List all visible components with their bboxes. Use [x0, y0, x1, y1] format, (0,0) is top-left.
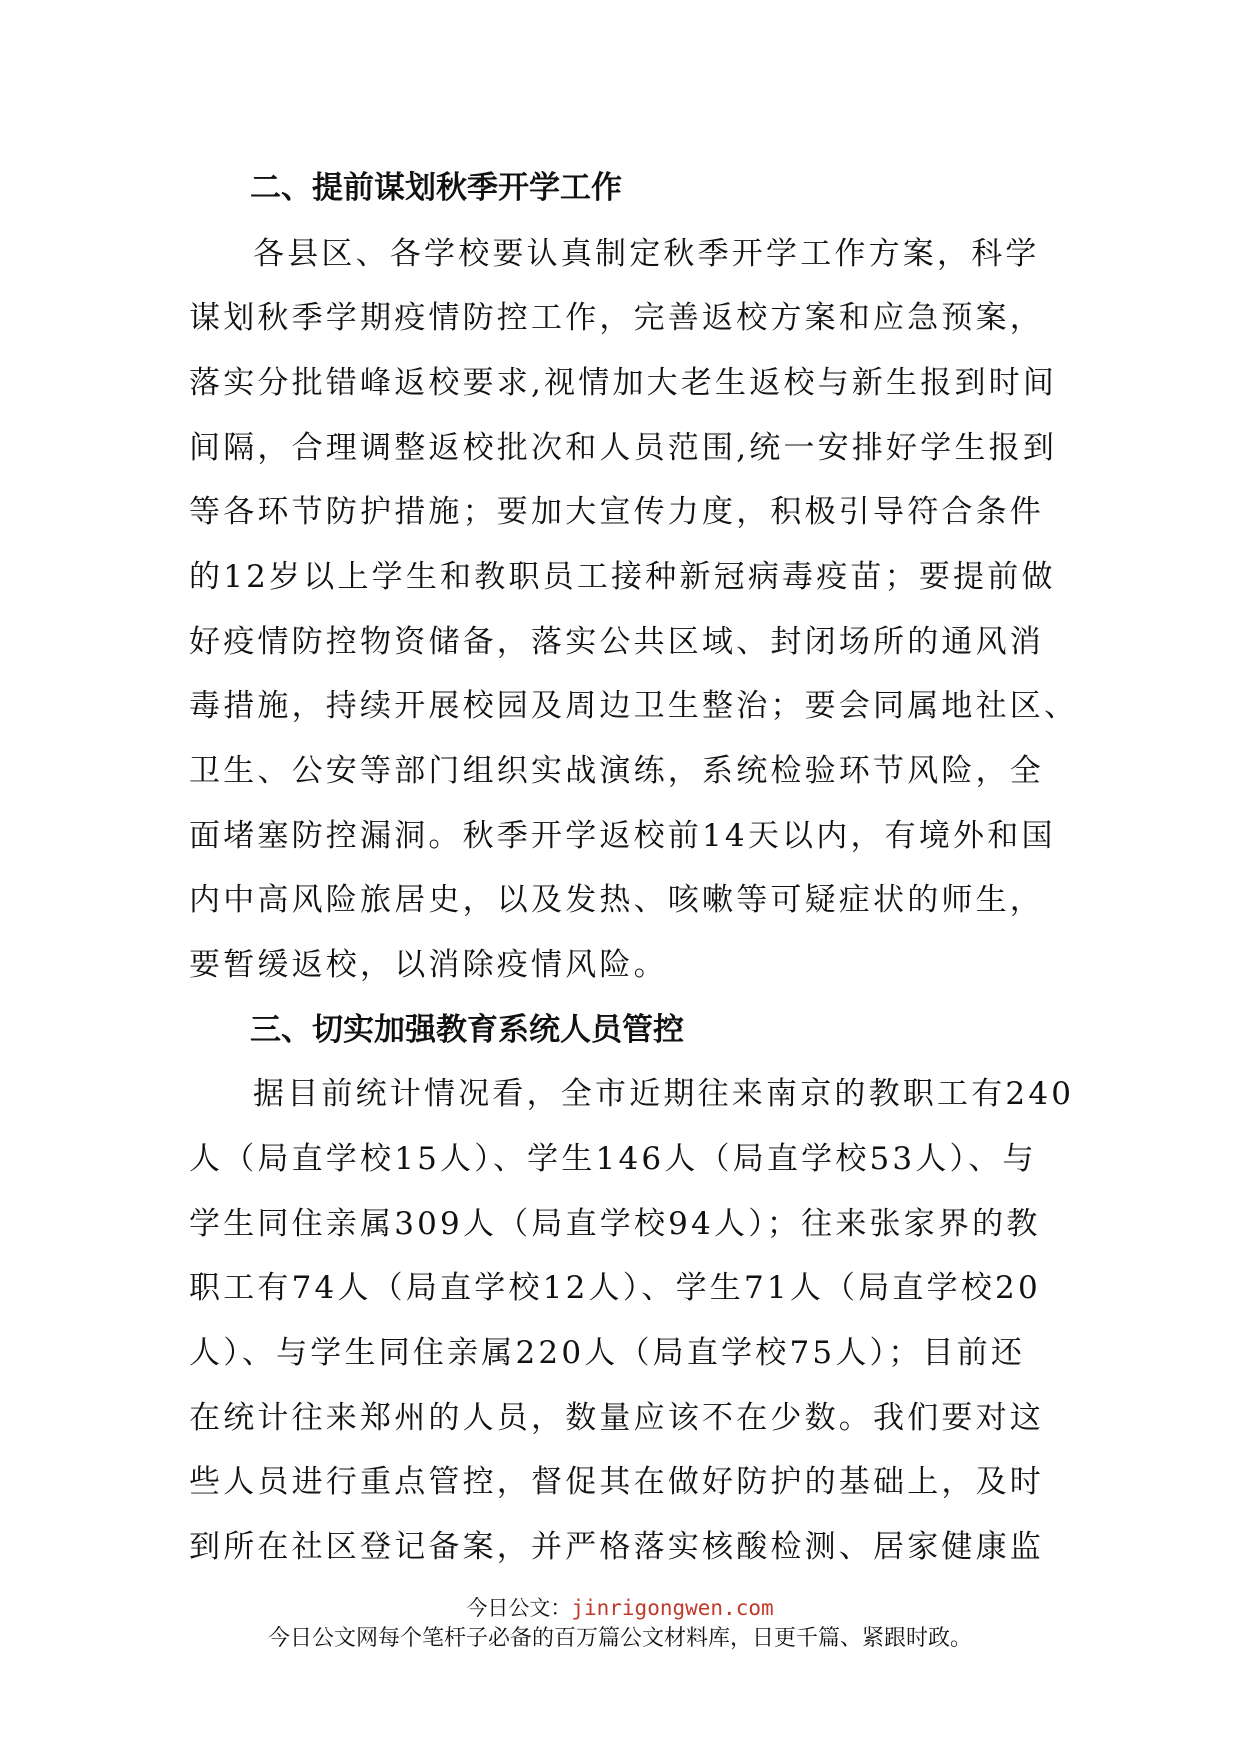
- paragraph-line: 间隔，合理调整返校批次和人员范围,统一安排好学生报到: [189, 430, 1058, 466]
- paragraph-line: 到所在社区登记备案，并严格落实核酸检测、居家健康监: [189, 1529, 1044, 1565]
- paragraph-line: 好疫情防控物资储备，落实公共区域、封闭场所的通风消: [189, 624, 1044, 660]
- footer-site-url[interactable]: jinrigongwen.com: [571, 1596, 774, 1620]
- paragraph-line: 落实分批错峰返校要求,视情加大老生返校与新生报到时间: [189, 365, 1058, 401]
- paragraph-line: 等各环节防护措施；要加大宣传力度，积极引导符合条件: [189, 494, 1044, 530]
- paragraph-line: 学生同住亲属309人（局直学校94人）；往来张家界的教: [189, 1206, 1041, 1242]
- footer-link-label: 今日公文：: [466, 1596, 572, 1620]
- paragraph-line: 在统计往来郑州的人员，数量应该不在少数。我们要对这: [189, 1400, 1044, 1436]
- paragraph-line: 人）、与学生同住亲属220人（局直学校75人）；目前还: [189, 1335, 1026, 1371]
- footer-slogan: 今日公文网每个笔杆子必备的百万篇公文材料库，日更千篇、紧跟时政。: [267, 1626, 972, 1651]
- section-3-heading: 三、切实加强教育系统人员管控: [250, 1012, 684, 1048]
- footer-link[interactable]: [0, 1594, 1240, 1622]
- paragraph-line: 谋划秋季学期疫情防控工作，完善返校方案和应急预案，: [189, 300, 1044, 336]
- paragraph-line: 据目前统计情况看，全市近期往来南京的教职工有240: [253, 1076, 1075, 1112]
- paragraph-line: 要暂缓返校，以消除疫情风险。: [189, 947, 668, 983]
- section-2-heading: 二、提前谋划秋季开学工作: [250, 170, 622, 206]
- paragraph-line: 毒措施，持续开展校园及周边卫生整治；要会同属地社区、: [189, 688, 1079, 724]
- paragraph-line: 各县区、各学校要认真制定秋季开学工作方案，科学: [253, 236, 1040, 272]
- paragraph-line: 职工有74人（局直学校12人）、学生71人（局直学校20: [189, 1270, 1041, 1306]
- paragraph-line: 人（局直学校15人）、学生146人（局直学校53人）、与: [189, 1141, 1037, 1177]
- paragraph-line: 的12岁以上学生和教职员工接种新冠病毒疫苗；要提前做: [189, 559, 1056, 595]
- paragraph-line: 内中高风险旅居史，以及发热、咳嗽等可疑症状的师生，: [189, 882, 1044, 918]
- paragraph-line: 卫生、公安等部门组织实战演练，系统检验环节风险，全: [189, 753, 1044, 789]
- paragraph-line: 些人员进行重点管控，督促其在做好防护的基础上，及时: [189, 1464, 1044, 1500]
- paragraph-line: 面堵塞防控漏洞。秋季开学返校前14天以内，有境外和国: [189, 818, 1056, 854]
